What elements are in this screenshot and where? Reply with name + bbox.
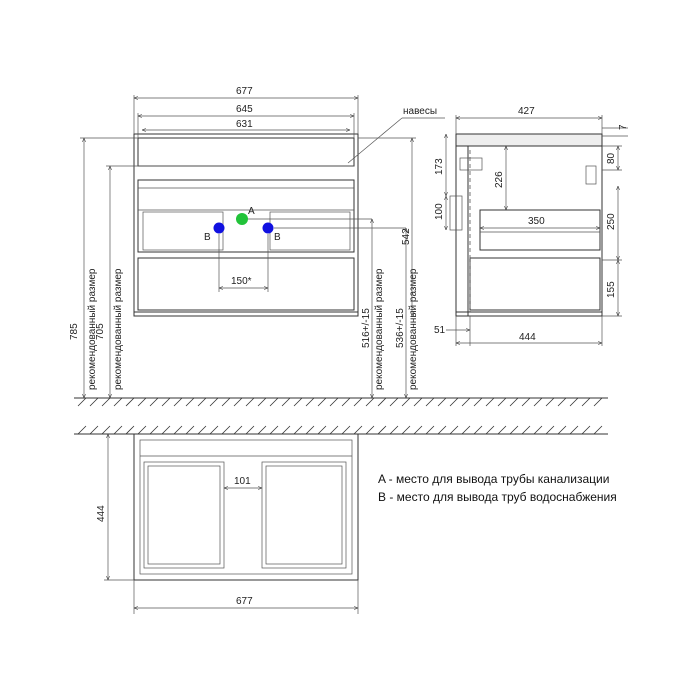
side-view <box>434 106 629 346</box>
dim-101-label: 101 <box>234 476 251 487</box>
dimension-150 <box>219 234 268 292</box>
dim-785-note: рекомендованный размер <box>87 268 98 390</box>
dim-705-label: 705 <box>95 323 106 340</box>
dimension-536 <box>395 228 419 398</box>
point-b-left-label: B <box>204 232 211 243</box>
dim-516-label: 516+/-15 <box>361 308 372 348</box>
dim-785-label: 785 <box>69 323 80 340</box>
dimension-444-plan <box>96 434 134 580</box>
dimension-631 <box>142 119 350 130</box>
dim-705-note: рекомендованный размер <box>113 268 124 390</box>
dim-516-note: рекомендованный размер <box>374 268 385 390</box>
dimension-80 <box>602 146 622 170</box>
point-b-left-marker <box>214 223 225 234</box>
point-b-right-label: B <box>274 232 281 243</box>
dim-155-label: 155 <box>606 281 617 298</box>
hinges-callout <box>348 106 445 163</box>
dim-173-label: 173 <box>434 158 445 175</box>
dim-444-plan-label: 444 <box>96 505 107 522</box>
cabinet-front-outline <box>134 134 358 316</box>
dimension-444-side <box>456 316 602 346</box>
dimension-7 <box>602 124 629 136</box>
dim-80-label: 80 <box>606 152 617 164</box>
countertop <box>138 138 354 166</box>
point-a-marker <box>236 213 248 225</box>
dim-7-label: 7 <box>618 124 629 130</box>
dimension-226 <box>494 146 506 210</box>
dimension-101 <box>224 476 262 488</box>
dimension-100 <box>434 196 446 230</box>
legend-point-b: B - место для вывода труб водоснабжения <box>378 490 617 504</box>
dimension-785 <box>69 138 138 398</box>
dim-100-label: 100 <box>434 203 445 220</box>
dimension-51 <box>434 316 470 346</box>
plan-view <box>96 434 358 614</box>
lower-drawer-side <box>470 258 600 310</box>
dim-677-label: 677 <box>236 86 253 97</box>
dim-645-label: 645 <box>236 104 253 115</box>
point-b-right-marker <box>263 223 274 234</box>
dim-150-label: 150* <box>231 276 252 287</box>
dim-542-label: 542 <box>401 228 412 245</box>
dim-226-label: 226 <box>494 171 505 188</box>
front-view <box>69 86 445 398</box>
dimension-250 <box>602 186 622 260</box>
legend-point-a: A - место для вывода трубы канализации <box>378 472 610 486</box>
dim-631-label: 631 <box>236 119 253 130</box>
dim-51-label: 51 <box>434 325 446 336</box>
point-a-label: A <box>248 206 255 217</box>
wall-line-top <box>74 398 608 406</box>
dimension-705 <box>95 166 138 398</box>
dimension-350 <box>480 216 600 228</box>
dimension-173 <box>434 134 446 196</box>
dim-444-side-label: 444 <box>519 332 536 343</box>
dim-427-label: 427 <box>518 106 535 117</box>
hinges-label: навесы <box>403 106 438 117</box>
dimension-677-plan <box>134 580 358 614</box>
dim-536-label: 536+/-15 <box>395 308 406 348</box>
dimension-516 <box>361 219 385 398</box>
dim-350-label: 350 <box>528 216 545 227</box>
wall-line-bottom <box>74 426 608 434</box>
dimension-427 <box>456 106 602 134</box>
dim-250-label: 250 <box>606 213 617 230</box>
dim-677-plan-label: 677 <box>236 596 253 607</box>
dim-536-note: рекомендованный размер <box>408 268 419 390</box>
dimension-155 <box>602 260 622 316</box>
